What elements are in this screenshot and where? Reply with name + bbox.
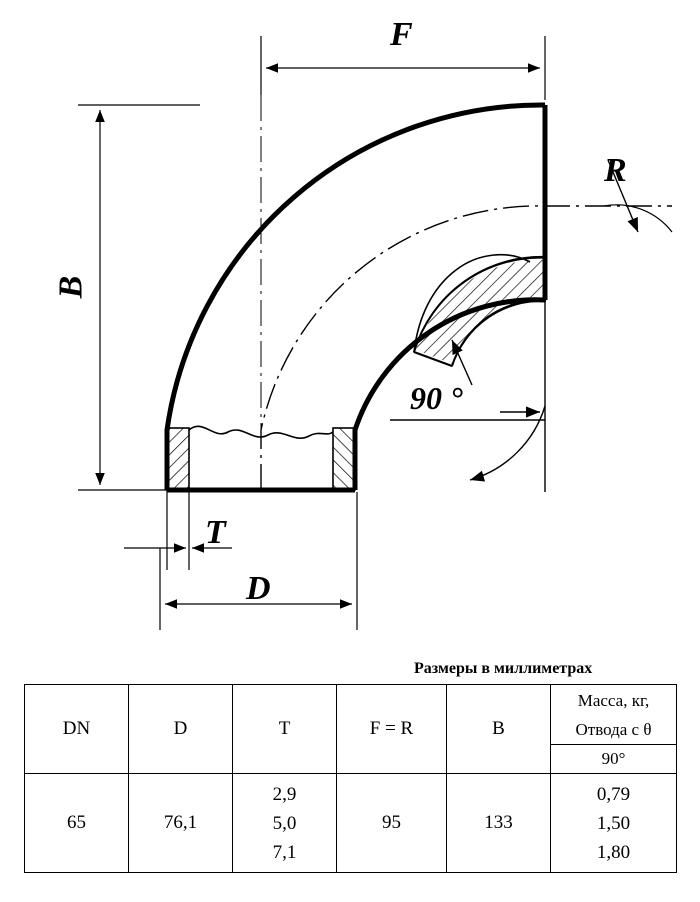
- centre-line: [261, 206, 672, 490]
- cell-t-3: 7,1: [272, 841, 297, 863]
- header-dn: DN: [25, 685, 129, 774]
- header-f-r: F = R: [337, 685, 447, 774]
- cell-mass-1: 0,79: [596, 783, 631, 805]
- units-note: Размеры в миллиметрах: [414, 660, 593, 677]
- table-header-row: [25, 685, 677, 774]
- label-T: T: [205, 514, 226, 551]
- cell-mass: [551, 774, 677, 873]
- cell-f-r: 95: [337, 774, 447, 873]
- header-mass: [551, 685, 677, 774]
- section-hatch-right: [414, 255, 547, 366]
- label-B: B: [52, 275, 90, 299]
- label-angle-90: 90 °: [410, 380, 463, 416]
- header-b: B: [447, 685, 551, 774]
- cell-t-1: 2,9: [272, 783, 297, 805]
- header-d: D: [129, 685, 233, 774]
- dimensions-table: [24, 684, 677, 873]
- label-R: R: [604, 152, 627, 189]
- label-F: F: [390, 16, 413, 53]
- cell-t-2: 5,0: [272, 812, 297, 834]
- header-mass-line3: 90°: [601, 748, 626, 768]
- cell-d: 76,1: [129, 774, 233, 873]
- cell-mass-2: 1,50: [596, 812, 631, 834]
- label-D: D: [246, 570, 271, 607]
- header-t: T: [233, 685, 337, 774]
- cell-dn: 65: [25, 774, 129, 873]
- table-row: [25, 774, 677, 873]
- cell-mass-3: 1,80: [596, 841, 631, 863]
- cell-t: [233, 774, 337, 873]
- header-mass-line1: Масса, кг,: [577, 690, 650, 710]
- header-mass-line2: Отвода с θ: [551, 715, 676, 745]
- cell-b: 133: [447, 774, 551, 873]
